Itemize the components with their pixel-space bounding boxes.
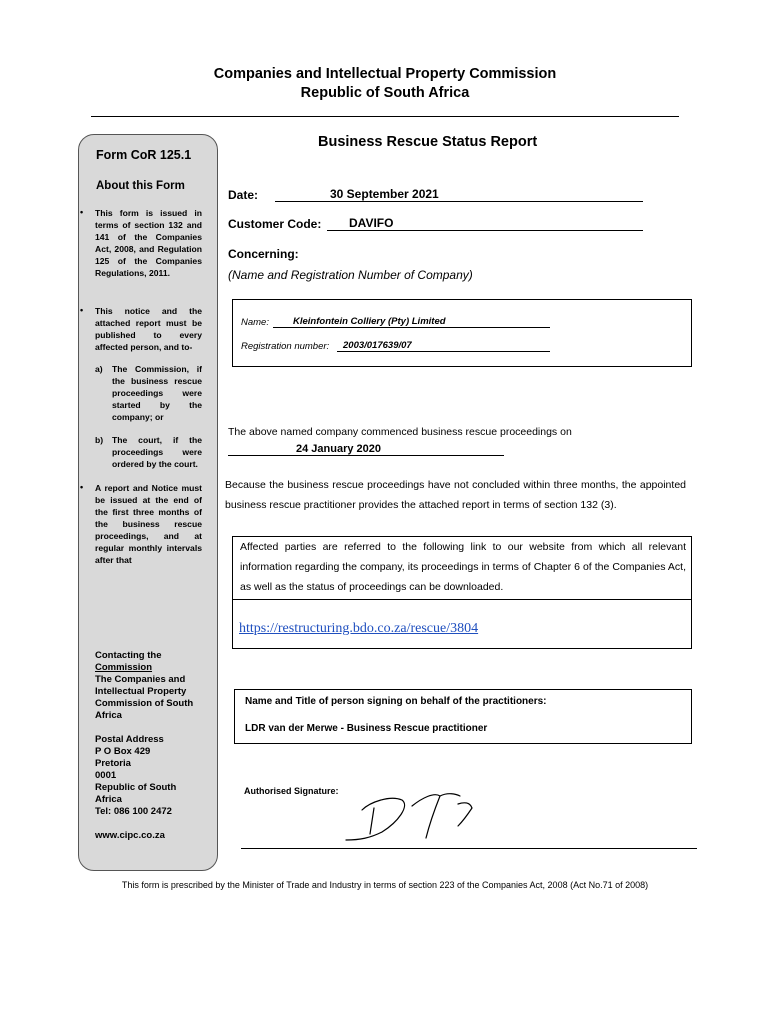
form-id: Form CoR 125.1 (96, 148, 192, 162)
contact-organisation: The Companies and Intellectual Property Commission of South Africa (95, 674, 194, 721)
postal-country: Republic of South Africa (95, 782, 177, 805)
sub-item-a: The Commission, if the business rescue proceedings were started by the company; or (112, 364, 202, 422)
about-bullet-1: This form is issued in terms of section 132 and 141 of the Companies Act, 2008, and Regulation 125 of the Companies Regulations, 2011. (95, 208, 202, 278)
header-subtitle: Republic of South Africa (300, 85, 470, 101)
signer-heading: Name and Title of person signing on behalf of the practitioners: (245, 696, 547, 707)
link-intro-text: Affected parties are referred to the following link to our website from which all relevant information regarding the company, its proceedings in terms of Chapter 6 of the Companies Act, as well as the status of proceedings can be downloaded. (240, 541, 686, 593)
contact-website[interactable]: www.cipc.co.za (95, 830, 165, 841)
contact-heading: Contacting the (95, 650, 162, 661)
date-field[interactable]: 30 September 2021 (275, 187, 643, 202)
commenced-date-field[interactable]: 24 January 2020 (228, 443, 504, 456)
company-details-box (232, 299, 692, 367)
customer-code-field[interactable]: DAVIFO (327, 216, 643, 231)
contact-phone: Tel: 086 100 2472 (95, 806, 172, 817)
rescue-website-link[interactable]: https://restructuring.bdo.co.za/rescue/3804 (239, 621, 479, 636)
company-name-label: Name: (241, 317, 269, 328)
link-box-divider (232, 599, 692, 600)
postal-code: 0001 (95, 770, 117, 781)
handwritten-signature (340, 780, 500, 844)
registration-number-field[interactable]: 2003/017639/07 (337, 340, 550, 352)
about-bullet-2: This notice and the attached report must be published to every affected person, and to- (95, 306, 202, 352)
customer-code-label: Customer Code: (228, 217, 322, 231)
about-bullet-3: A report and Notice must be issued at the end of the first three months of the business rescue proceedings, and at regular monthly intervals after that (95, 483, 202, 565)
postal-label: Postal Address (95, 734, 164, 745)
footer-text: This form is prescribed by the Minister of Trade and Industry in terms of section 223 of the Companies Act, 2008 (Act No.71 of 2008) (121, 880, 649, 890)
company-name-field[interactable]: Kleinfontein Colliery (Pty) Limited (273, 316, 550, 328)
bullet-icon: • (80, 482, 84, 492)
contact-heading-2: Commission (95, 662, 153, 673)
sub-item-b: The court, if the proceedings were ordered by the court. (112, 435, 202, 469)
commenced-text: The above named company commenced business rescue proceedings on (228, 426, 572, 438)
bullet-icon: • (80, 207, 84, 217)
sub-item-a-label: a) (95, 364, 103, 374)
concerning-label: Concerning: (228, 247, 299, 261)
date-label: Date: (228, 188, 259, 202)
bullet-icon: • (80, 305, 84, 315)
postal-city: Pretoria (95, 758, 131, 769)
registration-number-label: Registration number: (241, 341, 330, 352)
header-divider (91, 116, 679, 117)
signer-name: LDR van der Merwe - Business Rescue practitioner (245, 723, 488, 734)
header-title: Companies and Intellectual Property Commission (213, 66, 557, 82)
about-heading: About this Form (96, 180, 185, 192)
not-concluded-text: Because the business rescue proceedings have not concluded within three months, the appointed business rescue practitioner provides the attached report in terms of section 132 (3). (225, 479, 686, 511)
postal-box: P O Box 429 (95, 746, 151, 757)
report-title: Business Rescue Status Report (318, 134, 538, 150)
sub-item-b-label: b) (95, 435, 104, 445)
signature-label: Authorised Signature: (244, 786, 339, 796)
signature-line (241, 848, 697, 849)
concerning-hint: (Name and Registration Number of Company) (228, 268, 473, 282)
